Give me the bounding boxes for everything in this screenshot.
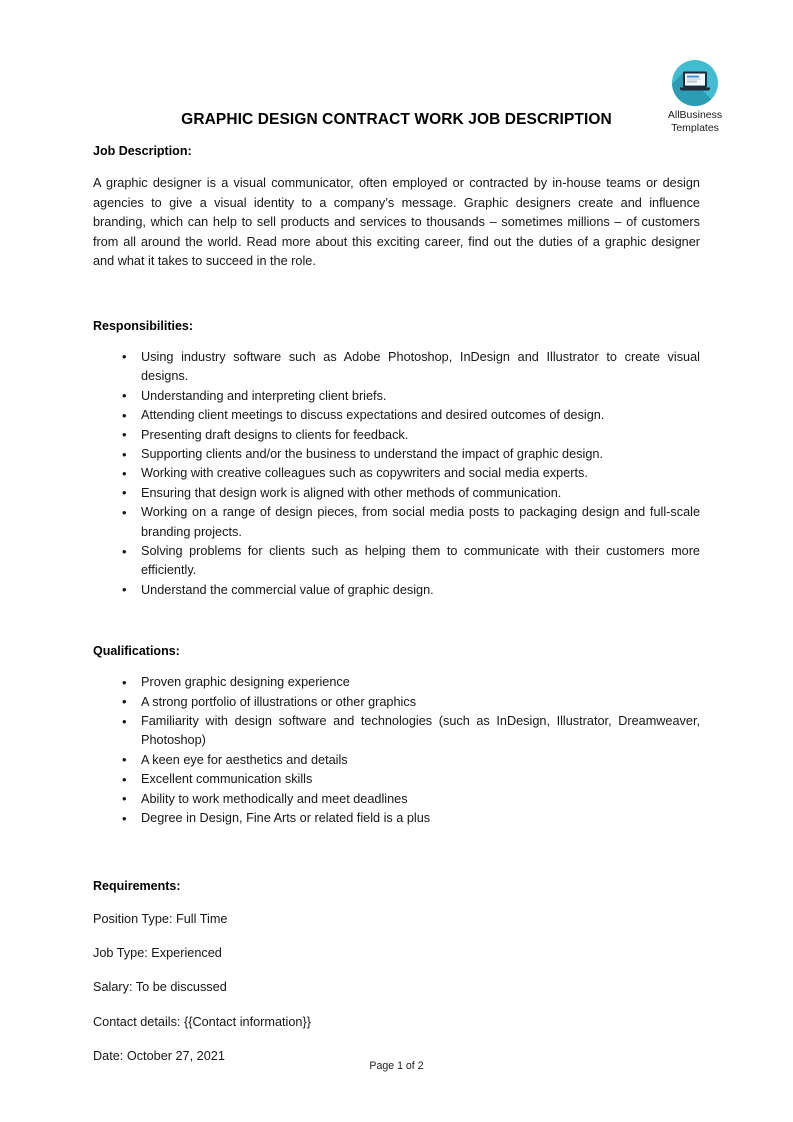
list-item: • Understand the commercial value of graphic design. [93, 581, 700, 600]
list-item: • Proven graphic designing experience [93, 673, 700, 692]
section-heading-requirements: Requirements: [93, 878, 181, 893]
requirement-position-type: Position Type: Full Time [93, 911, 228, 926]
section-heading-qualifications: Qualifications: [93, 644, 180, 659]
requirement-job-type: Job Type: Experienced [93, 945, 222, 960]
list-item: • Working with creative colleagues such as copywriters and social media experts. [93, 464, 700, 483]
qualifications-list [93, 660, 700, 828]
list-item: • Using industry software such as Adobe Photoshop, InDesign and Illustrator to create visual designs. [93, 348, 700, 387]
responsibilities-list [93, 335, 700, 600]
page-footer: Page 1 of 2 [369, 1060, 424, 1072]
logo-caption-line2: Templates [671, 121, 719, 134]
list-item: • Excellent communication skills [93, 770, 700, 789]
document-body [93, 0, 700, 1067]
list-item: • Presenting draft designs to clients for feedback. [93, 426, 700, 445]
list-item: • Degree in Design, Fine Arts or related field is a plus [93, 809, 700, 828]
list-item: • A strong portfolio of illustrations or other graphics [93, 693, 700, 712]
job-description-paragraph: A graphic designer is a visual communicator, often employed or contracted by in-house teams or design agencies to give a visual identity to a company’s message. Graphic designers create and influence branding, which can help to sell products and services to thousands – sometimes millions – of customers from all around the world. Read more about this exciting career, find out the duties of a graphic designer and what it takes to succeed in the role. [93, 176, 700, 269]
requirement-contact-details: Contact details: {{Contact information}} [93, 1014, 311, 1029]
list-item: • Familiarity with design software and technologies (such as InDesign, Illustrator, Dreamweaver, Photoshop) [93, 712, 700, 751]
page-title: GRAPHIC DESIGN CONTRACT WORK JOB DESCRIPTION [181, 111, 612, 128]
list-item: • Working on a range of design pieces, from social media posts to packaging design and full-scale branding projects. [93, 503, 700, 542]
list-item: • Ability to work methodically and meet deadlines [93, 790, 700, 809]
list-item: • Understanding and interpreting client briefs. [93, 387, 700, 406]
list-item: • Supporting clients and/or the business to understand the impact of graphic design. [93, 445, 700, 464]
requirement-salary: Salary: To be discussed [93, 980, 227, 995]
requirement-date: Date: October 27, 2021 [93, 1049, 225, 1064]
section-heading-responsibilities: Responsibilities: [93, 318, 194, 333]
section-heading-job-description: Job Description: [93, 144, 192, 158]
logo-caption-line1: AllBusiness [667, 109, 723, 121]
list-item: • Ensuring that design work is aligned with other methods of communication. [93, 484, 700, 503]
list-item: • Attending client meetings to discuss expectations and desired outcomes of design. [93, 406, 700, 425]
list-item: • A keen eye for aesthetics and details [93, 751, 700, 770]
list-item: • Solving problems for clients such as helping them to communicate with their customers more efficiently. [93, 542, 700, 581]
